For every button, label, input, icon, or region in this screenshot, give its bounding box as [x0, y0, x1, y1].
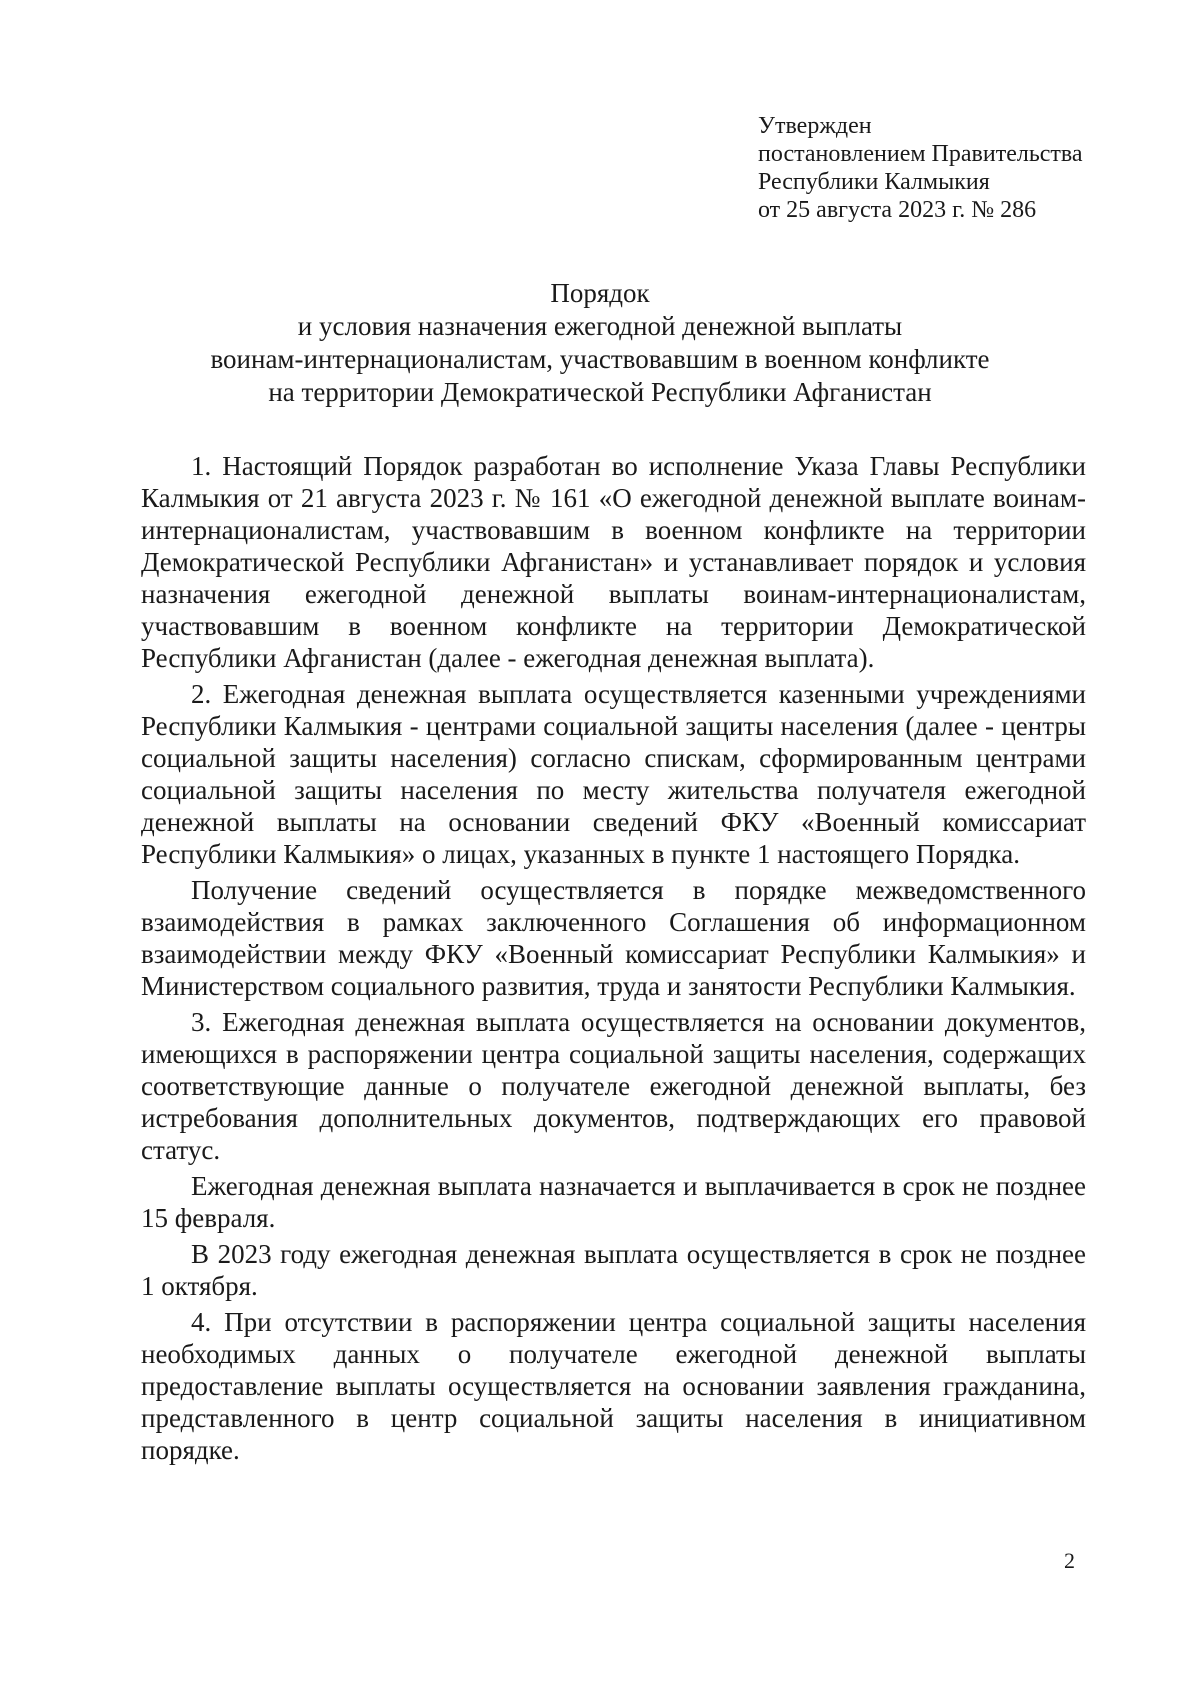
document-title: [130, 277, 1070, 409]
approval-block: [758, 112, 1083, 224]
approval-line: Утвержден: [758, 113, 872, 139]
title-line: воинам-интернационалистам, участвовавшим в военном конфликте: [210, 344, 990, 374]
approval-line: постановлением Правительства: [758, 141, 1083, 167]
paragraph-5: Ежегодная денежная выплата назначается и выплачивается в срок не позднее 15 февраля.: [141, 1171, 1086, 1233]
approval-line: от 25 августа 2023 г. № 286: [758, 197, 1037, 223]
title-line: и условия назначения ежегодной денежной выплаты: [297, 311, 903, 341]
paragraph-3: Получение сведений осуществляется в порядке межведомственного взаимодействия в рамках заключенного Соглашения об информационном взаимодействии между ФКУ «Военный комиссариат Республики Калмыкия» и Министерством социального развития, труда и занятости Республики Калмыкия.: [141, 875, 1086, 1001]
paragraph-1: 1. Настоящий Порядок разработан во исполнение Указа Главы Республики Калмыкия от 21 августа 2023 г. № 161 «О ежегодной денежной выплате воинам-интернационалистам, участвовавшим в военном конфликте на территории Демократической Республики Афганистан» и устанавливает порядок и условия назначения ежегодной денежной выплаты воинам-интернационалистам, участвовавшим в военном конфликте на территории Демократической Республики Афганистан (далее - ежегодная денежная выплата).: [141, 451, 1086, 673]
paragraph-7: 4. При отсутствии в распоряжении центра социальной защиты населения необходимых данных о получателе ежегодной денежной выплаты предоставление выплаты осуществляется на основании заявления гражданина, представленного в центр социальной защиты населения в инициативном порядке.: [141, 1307, 1086, 1465]
approval-line: Республики Калмыкия: [758, 169, 990, 195]
document-body: [141, 450, 1086, 1470]
paragraph-4: 3. Ежегодная денежная выплата осуществляется на основании документов, имеющихся в распоряжении центра социальной защиты населения, содержащих соответствующие данные о получателе ежегодной денежной выплаты, без истребования дополнительных документов, подтверждающих его правовой статус.: [141, 1007, 1086, 1165]
title-line: Порядок: [550, 278, 650, 308]
title-line: на территории Демократической Республики Афганистан: [268, 377, 932, 407]
paragraph-2: 2. Ежегодная денежная выплата осуществляется казенными учреждениями Республики Калмыкия - центрами социальной защиты населения (далее - центры социальной защиты населения) согласно спискам, сформированным центрами социальной защиты населения по месту жительства получателя ежегодной денежной выплаты на основании сведений ФКУ «Военный комиссариат Республики Калмыкия» о лицах, указанных в пункте 1 настоящего Порядка.: [141, 679, 1086, 869]
page-number: 2: [1064, 1548, 1075, 1573]
paragraph-6: В 2023 году ежегодная денежная выплата осуществляется в срок не позднее 1 октября.: [141, 1239, 1086, 1301]
